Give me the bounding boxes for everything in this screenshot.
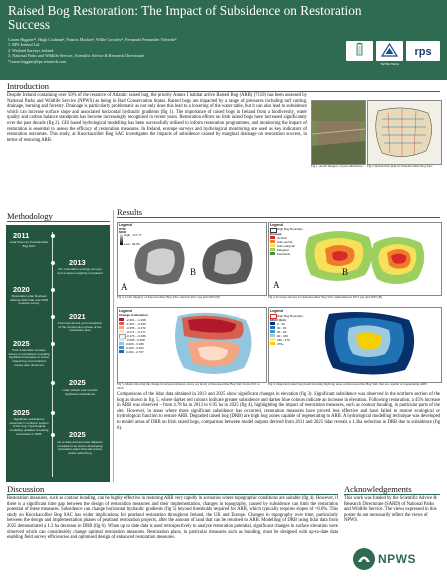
fig4-label-a: A [273, 280, 280, 290]
fig6-legend-item: 90 - 180 [277, 333, 289, 338]
timeline-dot [51, 315, 55, 319]
timeline-event: Restoration plan finalised utilising 2011 lidar and 2020 ecotope survey [9, 294, 49, 306]
email-line: *ciaran.higgins@rps.tetratech.com [8, 58, 67, 64]
timeline-dot [51, 381, 55, 385]
legend-swatch [270, 240, 275, 243]
acknowledgements-body: This work was funded by the Scientific Advice & Research Directorate (SARD) of National Parks and Wildlife Service. The views expressed in this poster do not necessarily reflect the views of NPWS. [344, 496, 437, 524]
fig6-legend-item: 60 - 90 [277, 329, 287, 334]
fig2-restoration-map [367, 100, 442, 165]
discussion-heading: Discussion [7, 484, 45, 494]
fig4-legend-item: High Bog Boundary [277, 227, 304, 231]
rps-wordmark: rps [414, 46, 432, 58]
results-body: Comparisons of the lidar data obtained in 2013 and 2025 show significant changes in elevation (fig 3). Significant subsidence was observed in the northern section of the bog as shown in fig. 5, where darker red colours indicate greater subsidence and darker blue colours indicate an increase in elevation. Following restoration, a 45% increase in ARB was observed – from 4.78 ha in 2013 to 6.95 ha in 2025 (fig 4), highlighting the impact of restoration measures, such as contour bunding, in particular parts of the site. However, in areas where more significant subsidence has occurred, restoration measures have proved less effective and have failed to restore ecological or hydrological function to restore ARB. Degraded raised bog (DRB) are high bog zones capable of regenerating to ARB. A hydrological modelling technique was developed to model areas of DRB on Irish raised bogs, comparison between model outputs derived from 2011 and 2025 lidar reveals a 1.3ha reduction in DRB due to subsidence (fig 6). [117, 392, 440, 431]
fig4-legend-title: Legend [270, 223, 283, 227]
legend-swatch [270, 338, 275, 341]
author-list [8, 37, 328, 64]
fig4-legend-item: Facebank [277, 251, 291, 256]
fig6-legend-item: High Bog Boundary [277, 313, 304, 318]
fig5-legend-item: 0.009 - 0.189 [126, 341, 144, 346]
npws-emblem-icon [352, 547, 376, 571]
introduction-heading: Introduction [7, 81, 50, 91]
legend-swatch [270, 342, 275, 345]
fig3-legend-high: High : 117.77 [124, 233, 142, 237]
timeline-event: Commencement and completion of the construction phase of the restoration plan [57, 321, 103, 333]
timeline-dot [51, 234, 55, 238]
fig4-caption: Fig 4. Ecotope surveys for Knockacollier Bog SAC undertaken in 2013 (A) and 2025 (B) [268, 295, 382, 299]
timeline-event: Post restoration ecotope survey is completed, revealing significant increases in Active raised bog, but localised losses also observed [8, 348, 50, 367]
fig3-legend-title: Legend [119, 223, 132, 227]
fig4-label-b: B [342, 267, 349, 277]
legend-swatch [119, 342, 124, 345]
fig4-legend-item: Sub-central [277, 239, 293, 244]
timeline-dot [51, 433, 55, 437]
timeline-year: 2020 [13, 285, 30, 294]
fig6-legend-item: 0 - 30 [277, 321, 285, 326]
timeline-year: 2021 [69, 312, 86, 321]
fig3-caption: Fig 3. Lidar imagery of Knockacollier Bog SAC taken in 2011 (A) and 2025 (B) [117, 295, 220, 299]
fig3-legend-item: DTM [119, 227, 126, 231]
fig4-legend-item: Sub-marginal [277, 243, 295, 248]
timeline-event: Up to date and accurate datasets revealed to be vital in developing restoration plans that will restore active raised bog [57, 440, 103, 456]
legend-swatch [119, 346, 124, 349]
legend-swatch [270, 326, 275, 329]
section-divider [7, 91, 440, 92]
fig5-legend-item: -1.007 - -0.356 [126, 321, 146, 326]
section-divider [7, 221, 110, 222]
legend-swatch [270, 252, 275, 255]
timeline-line [52, 232, 53, 477]
timeline-year: 2025 [13, 339, 30, 348]
legend-swatch [119, 326, 124, 329]
fig4-legend-item: Marginal [277, 247, 289, 252]
tetra-tech-wordmark: TETRA TECH [380, 62, 399, 66]
fig6-legend-item: MFAC (km) [270, 318, 286, 322]
fig5-legend-item: -0.355 - -0.272 [126, 325, 146, 330]
fig1-aerial-image [311, 100, 366, 165]
author-line: Ciaran Higgins¹², Hugh Cushnan¹, Francis Mackin², Willie Crowley³, Fernando Fernandez Valverde³ [8, 37, 177, 42]
fig6-legend-title: Legend [270, 309, 283, 313]
legend-swatch [119, 322, 124, 325]
fig1-caption: Fig 1. Aerial imagery of peat subsidence. [311, 164, 364, 168]
results-heading: Results [117, 207, 143, 217]
timeline-year: 2013 [69, 258, 86, 267]
timeline-year: 2025 [69, 430, 86, 439]
affiliation-line: 2. Wetland Surveys Ireland [8, 47, 54, 53]
rps-logo [406, 41, 440, 61]
timeline-dot [51, 342, 55, 346]
timeline-event: Significant subsidence observed in northern section of the bog. Hydrological modelling updated revealing decreases in DRB [9, 417, 49, 436]
affiliation-line: 1. RPS Ireland Ltd [8, 42, 40, 48]
section-divider [344, 494, 440, 495]
harp-crest-logo [346, 41, 373, 61]
fig5-legend-title: Legend [119, 309, 132, 313]
fig6-legend-item: 180 - 270 [277, 337, 290, 342]
fig5-legend-item: -0.095 - 0.008 [126, 337, 145, 342]
legend-swatch [270, 334, 275, 337]
fig3-legend-low: Low : 96.96 [124, 242, 140, 246]
affiliation-line: 3. National Parks and Wildlife Service, Scientific Advice & Research Directorate [8, 53, 145, 59]
discussion-body: Restoration measures, such as contour bunding, can be highly effective in restoring ARB very rapidly in scenarios where topographic conditions are suitable (fig 4). However, if there is a significant time gap between the design of restoration measures and their implementation, changes in topography, caused by subsidence can limit the restoration potential of these measures. Subsidence can change horizontal hydraulic gradients (fig 5) beyond thresholds required for ARB, which typically requires slopes of <0.6%. This study on Knockacollier Bog SAC has wider implications for peatland restoration throughout Ireland, the UK and Europe. Changes in topography over time, particularly between the design and implementation phases of peatland restoration projects, after the amount of land that can be returned to ARB. Modelling of DRB using lidar data from 2025 demonstrated a 1.3 ha decrease in DRB (fig 6). When up to date data is used retrospectively to analyse restoration potential, significant changes in surface elevation were observed which can considerably change optimal restoration measures. Restoration plans, in particular measures such as bunding, must be designed with up-to-date data enabling field survey efficiencies and optimised design of enhanced restoration measures. [7, 496, 339, 541]
timeline-dot [51, 261, 55, 265]
fig4-legend-item: Ecotope [270, 232, 282, 236]
legend-swatch [270, 248, 275, 251]
timeline-event: Lidar reflown and records significant subsidence [62, 388, 98, 396]
legend-swatch [270, 244, 275, 247]
fig5-legend-item: -0.176 - -0.096 [126, 333, 146, 338]
timeline-dot [51, 288, 55, 292]
legend-swatch [119, 330, 124, 333]
methodology-heading: Methodology [7, 211, 53, 221]
fig5-legend-item: 0.404 - 2.767 [126, 349, 144, 354]
fig6-legend-item: 270+ [277, 341, 284, 346]
legend-swatch [270, 236, 275, 239]
legend-swatch [119, 350, 124, 353]
timeline-event: Pre restoration ecology surveys and ecotope mapping completed [57, 267, 103, 275]
fig5-legend-item: -0.271 - -0.177 [126, 329, 146, 334]
introduction-body: Despite Ireland containing over 50% of the resource of Atlantic raised bog, the priority Annex I habitat active Raised Bog (ARB) (7110) has been assessed by National Parks and Wildlife Service (NPWS) as being in Bad Conservation Status. Raised bogs are impacted by a range of pressures including turf cutting, drainage, burning and forestry. Drainage is particularly problematic as not only does this lead to a lowering of the water table, but it can also lead to subsidence which can increase surface slope and associated horizontal hydraulic gradients (fig 1). The importance of raised bogs in Ireland from a biodiversity, water quality and carbon balance standpoint has become increasingly recognised in recent years. Restoration efforts on Irish raised bogs have increased significantly over the past decade (fig 2). GIS based hydrological modelling has been successfully utilised to inform restoration programmes, and monitoring the impact of restoration is essential to assess the efficacy of restoration measures. In Ireland, ecotope surveys and hydrological monitoring are used as key indicators of restoration outcomes. This study, at Knockacollier Bog SAC investigates the impacts of subsidence caused by marginal drainage on restoration success, in terms of restoring ARB. [7, 93, 307, 143]
poster-title: Raised Bog Restoration: The Impact of Subsidence on Restoration Success [8, 3, 362, 32]
fig6-caption: Fig 6. Degraded raised bog model showing high bog areas on Knockacollier Bog SAC that are capable of regenerating ARB. [268, 382, 428, 386]
section-divider [117, 217, 440, 218]
legend-swatch [270, 322, 275, 325]
timeline-dot [51, 411, 55, 415]
fig5-legend-item: -2.461 - -1.008 [126, 317, 146, 322]
fig5-legend-item: 0.190 - 0.403 [126, 345, 144, 350]
fig3-legend-item: MOD [119, 230, 126, 234]
fig4-legend-item: Central [277, 235, 287, 240]
timeline-year: 2011 [13, 231, 30, 240]
timeline-event: Lidar flown for Knockacollier Bog SAC [9, 240, 49, 248]
fig4-ecotope-panel [268, 222, 442, 296]
timeline-year: 2025 [13, 408, 30, 417]
npws-wordmark: NPWS [378, 552, 416, 566]
tetra-tech-logo [376, 41, 403, 61]
column-divider [113, 210, 114, 482]
fig3-label-b: B [190, 267, 197, 277]
legend-swatch [119, 338, 124, 341]
fig5-caption: Fig 5. Model showing the change in elevation (metres above sea level) of Knockacollier Bog SAC from 2011 to 2025. [117, 382, 260, 390]
acknowledgements-heading: Acknowledgements [344, 484, 412, 494]
fig2-caption: Fig 2. Restoration plan for Knockacollier Bog SAC [367, 164, 433, 168]
fig5-legend-subtitle: Change in Elevation [119, 313, 148, 317]
fig3-label-a: A [121, 282, 128, 292]
legend-swatch [270, 330, 275, 333]
legend-swatch [119, 318, 124, 321]
section-divider [7, 494, 338, 495]
fig6-drb-model-panel [268, 307, 442, 383]
timeline-year: 2025 [69, 378, 86, 387]
fig6-legend-item: 30 - 60 [277, 325, 287, 330]
